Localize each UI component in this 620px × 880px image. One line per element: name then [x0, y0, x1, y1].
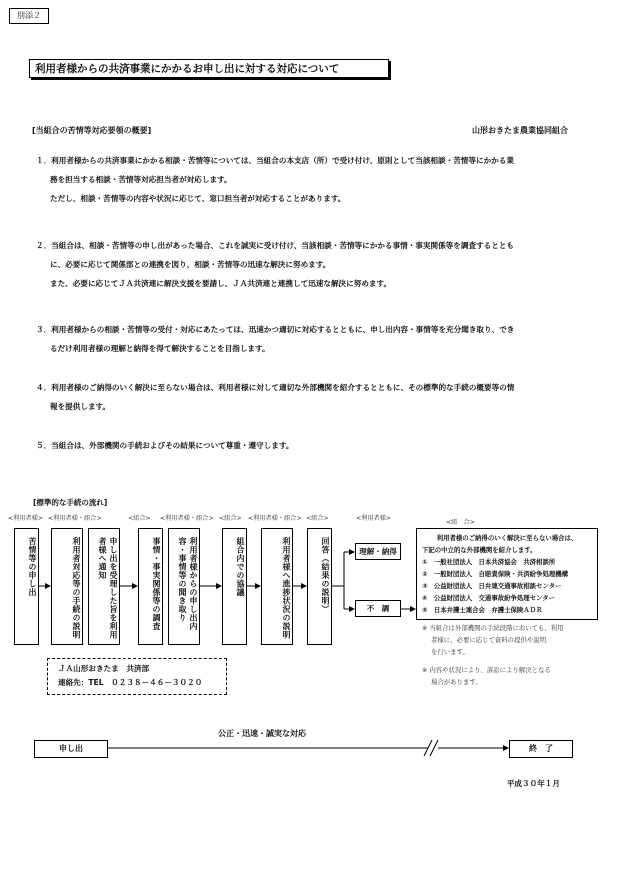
contact-phone: 連絡先：TEL ０２３８－４６－３０２０	[58, 678, 203, 687]
flow-header: <利用者様>	[356, 515, 392, 522]
flow-header: <組 合>	[446, 519, 475, 526]
flow-header: <利用者様・組合>	[48, 515, 102, 522]
external-organizations-box	[416, 528, 598, 620]
note-line: ※ 内容や状況により、訴訟により解決となる	[422, 666, 551, 674]
contact-department: ＪＡ山形おきたま 共済部	[58, 664, 150, 673]
org-item: ④ 公益財団法人 交通事故紛争処理センター	[422, 594, 555, 602]
paragraph-line: また、必要に応じてＪＡ共済連に解決支援を要請し、ＪＡ共済連と連携して迅速な解決に努めます。	[50, 279, 392, 288]
flow-step-box: 組合内での協議	[222, 528, 247, 645]
flow-header: <組合>	[128, 515, 151, 522]
flow-header: <利用者様>	[8, 515, 44, 522]
flow-step-box: 利用者様からの申し出内容・事情等の聞き取り	[168, 528, 200, 645]
flow-header: <組合>	[219, 515, 242, 522]
organization-name: 山形おきたま農業協同組合	[472, 126, 568, 135]
paragraph-line: るだけ利用者様の理解と納得を得て解決することを目指します。	[50, 344, 270, 353]
attachment-tag: 別添２	[9, 8, 49, 24]
outcome-fail: 不 調	[355, 600, 401, 617]
flow-step-box: 申し出を受理した旨を利用者様へ通知	[88, 528, 120, 645]
paragraph-line: に、必要に応じて関係部との連携を図り、相談・苦情等の迅速な解決に努めます。	[50, 260, 331, 269]
org-item: ③ 公益財団法人 日弁連交通事故相談センター	[422, 582, 562, 590]
flow-step-box: 利用者対応等の手続の説明	[51, 528, 83, 645]
page-title: 利用者様からの共済事業にかかるお申し出に対する対応について	[29, 59, 389, 78]
flow-header: <利用者様・組合>	[160, 515, 214, 522]
note-line: 者様に、必要に応じて資料の提供や説明	[431, 636, 547, 644]
flow-header: <組合>	[306, 515, 329, 522]
section-heading: [当組合の苦情等対応要領の概要]	[32, 126, 152, 135]
flow-step-box: 回答（結果の説明）	[307, 528, 332, 645]
paragraph-line: 務を担当する相談・苦情等対応担当者が対応します。	[50, 175, 232, 184]
outcome-agree: 理解・納得	[355, 543, 401, 560]
note-1	[422, 622, 564, 658]
paragraph-line: ２．当組合は、相談・苦情等の申し出があった場合、これを誠実に受け付け、当該相談・苦情等にかかる事情・事実関係等を調査するととも	[36, 241, 515, 250]
org-item: ⑤ 日本弁護士連合会 弁護士保険ＡＤＲ	[422, 606, 543, 614]
timeline-end: 終 了	[509, 740, 573, 758]
paragraph-line: ５．当組合は、外部機関の手続およびその結果について尊重・遵守します。	[36, 441, 294, 450]
org-intro: 利用者様のご納得のいく解決に至らない場合は、	[436, 534, 578, 542]
note-line: 場合があります。	[431, 678, 482, 686]
note-line: を行います。	[431, 648, 469, 656]
paragraph-line: ただし、相談・苦情等の内容や状況に応じて、窓口担当者が対応することがあります。	[50, 194, 346, 203]
note-2	[422, 664, 551, 688]
contact-box	[47, 658, 227, 695]
org-item: ① 一般社団法人 日本共済協会 共済相談所	[422, 558, 556, 566]
issue-date: 平成３０年１月	[506, 779, 560, 788]
flow-step-box: 苦情等の申し出	[14, 528, 39, 645]
note-line: ※ 当組合は外部機関の手続段階においても、利用	[422, 624, 564, 632]
flow-title: [標準的な手続の流れ]	[33, 498, 108, 507]
paragraph-line: ４．利用者様のご納得のいく解決に至らない場合は、利用者様に対して適切な外部機関を紹介するとともに、その標準的な手続の概要等の情	[36, 383, 515, 392]
flow-step-box: 利用者様へ進捗状況の説明	[261, 528, 293, 645]
org-intro: 下記の中立的な外部機関を紹介します。	[422, 546, 537, 554]
paragraph-line: 報を提供します。	[50, 402, 111, 411]
flow-header: <利用者様・組合>	[248, 515, 302, 522]
paragraph-line: ３．利用者様からの相談・苦情等の受付・対応にあたっては、迅速かつ適切に対応するとともに、申し出内容・事情等を充分聞き取り、でき	[36, 325, 515, 334]
timeline-label: 公正・迅速・誠実な対応	[218, 729, 306, 738]
paragraph-line: １．利用者様からの共済事業にかかる相談・苦情等については、当組合の本支店（所）で受け付け、原則として当該相談・苦情等にかかる業	[36, 156, 514, 165]
org-item: ② 一般財団法人 自賠責保険・共済紛争処理機構	[422, 570, 569, 578]
flow-step-box: 事情・事実関係等の調査	[138, 528, 163, 645]
timeline-start: 申し出	[34, 740, 108, 758]
